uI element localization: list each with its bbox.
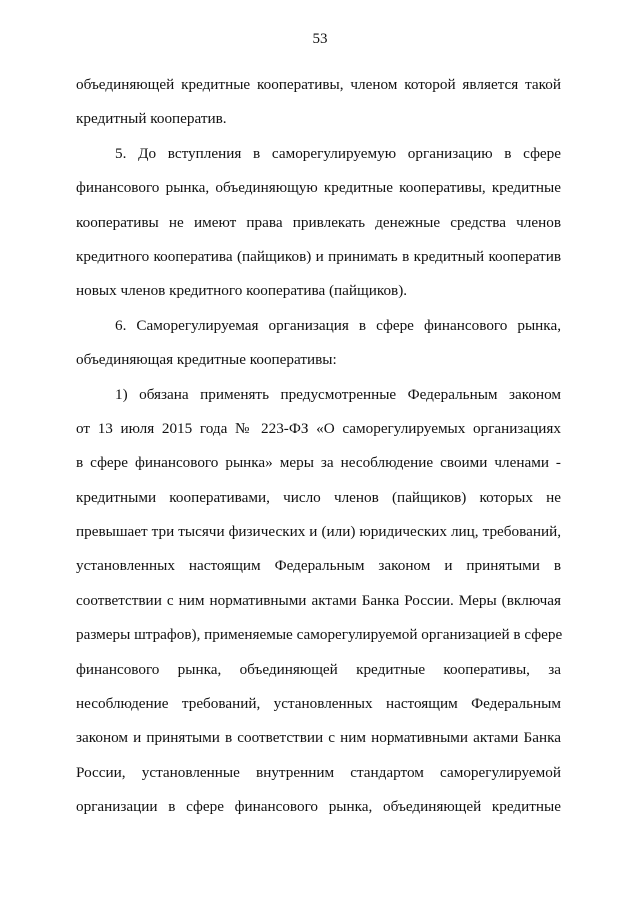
text-line: 1) обязана применять предусмотренные Федеральным законом (115, 385, 561, 403)
text-line: кредитный кооператив. (76, 110, 227, 128)
text-line: кредитными кооперативами, число членов (пайщиков) которых не (76, 488, 561, 506)
text-line: установленных настоящим Федеральным законом и принятыми в (76, 557, 561, 575)
text-line: 5. До вступления в саморегулируемую организацию в сфере (115, 144, 561, 162)
text-line: 6. Саморегулируемая организация в сфере финансового рынка, (115, 316, 561, 334)
text-line: объединяющей кредитные кооперативы, членом которой является такой (76, 76, 561, 93)
text-line: размеры штрафов), применяемые саморегулируемой организацией в сфере (76, 626, 563, 644)
text-line: кооперативы не имеют права привлекать денежные средства членов (76, 213, 561, 231)
text-line: в сфере финансового рынка» меры за несоблюдение своими членами - (76, 454, 561, 472)
text-line: объединяющая кредитные кооперативы: (76, 351, 337, 369)
text-line: от 13 июля 2015 года № 223-ФЗ «О саморегулируемых организациях (76, 419, 561, 437)
text-line: новых членов кредитного кооператива (пайщиков). (76, 282, 408, 300)
document-body (76, 68, 561, 825)
text-line: России, установленные внутренним стандартом саморегулируемой (76, 763, 561, 781)
text-line: несоблюдение требований, установленных настоящим Федеральным (76, 695, 561, 713)
text-line: превышает три тысячи физических и (или) юридических лиц, требований, (76, 523, 561, 541)
text-line: финансового рынка, объединяющей кредитные кооперативы, за (76, 660, 561, 678)
text-line: соответствии с ним нормативными актами Банка России. Меры (включая (76, 591, 561, 609)
text-line: кредитного кооператива (пайщиков) и принимать в кредитный кооператив (76, 247, 561, 265)
text-line: организации в сфере финансового рынка, объединяющей кредитные (76, 798, 561, 816)
page-number: 53 (312, 31, 328, 47)
text-line: финансового рынка, объединяющую кредитные кооперативы, кредитные (76, 179, 561, 197)
text-line: законом и принятыми в соответствии с ним нормативными актами Банка (76, 729, 561, 747)
